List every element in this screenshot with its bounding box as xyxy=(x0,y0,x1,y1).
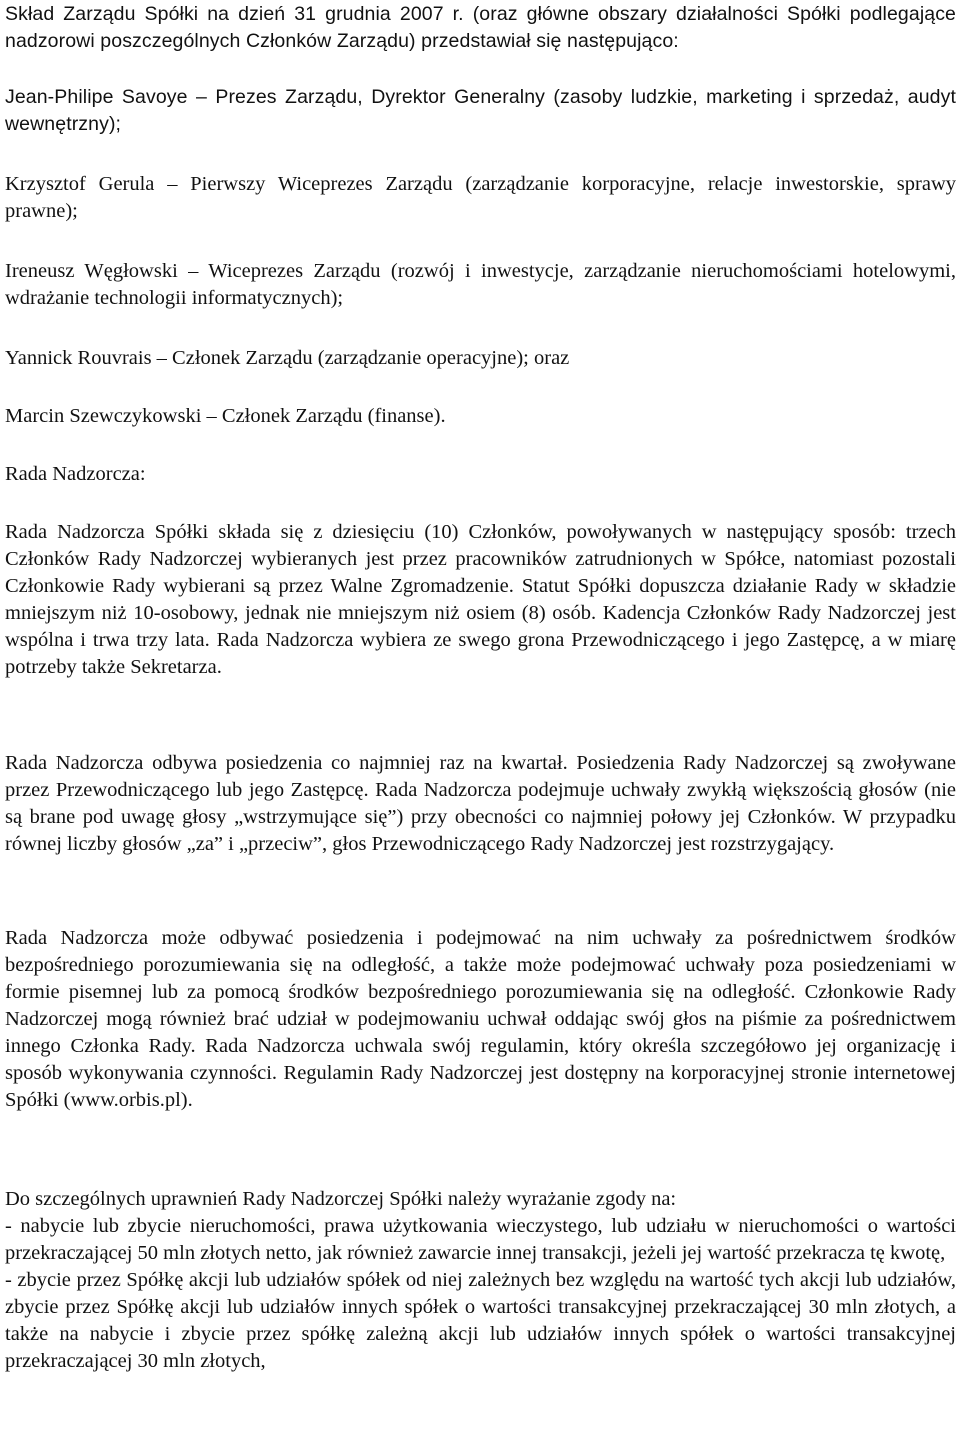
board-member-gerula: Krzysztof Gerula – Pierwszy Wiceprezes Zarządu (zarządzanie korporacyjne, relacje inwestorskie, sprawy prawne); xyxy=(5,173,956,222)
consent-section xyxy=(5,1186,956,1375)
board-member-weglowski: Ireneusz Węgłowski – Wiceprezes Zarządu (rozwój i inwestycje, zarządzanie nieruchomościami hotelowymi, wdrażanie technologii informatycznych); xyxy=(5,260,956,309)
board-member-savoye: Jean-Philipe Savoye – Prezes Zarządu, Dyrektor Generalny (zasoby ludzkie, marketing i sprzedaż, audyt wewnętrzny); xyxy=(5,86,956,135)
board-member-rouvrais: Yannick Rouvrais – Członek Zarządu (zarządzanie operacyjne); oraz xyxy=(5,347,570,369)
consent-item-real-estate: - nabycie lub zbycie nieruchomości, prawa użytkowania wieczystego, lub udziału w nieruchomości o wartości przekraczającej 50 mln złotych netto, jak również zawarcie innej transakcji, jeżeli jej wartość przekracza tę kwotę, xyxy=(5,1215,956,1264)
supervisory-board-meetings: Rada Nadzorcza odbywa posiedzenia co najmniej raz na kwartał. Posiedzenia Rady Nadzorczej są zwoływane przez Przewodniczącego lub jego Zastępcę. Rada Nadzorcza podejmuje uchwały zwykłą większością głosów (nie są brane pod uwagę głosy „wstrzymujące się”) przy obecności co najmniej połowy jej Członków. W przypadku równej liczby głosów „za” i „przeciw”, głos Przewodniczącego Rady Nadzorczej jest rozstrzygający. xyxy=(5,752,956,855)
supervisory-board-heading: Rada Nadzorcza: xyxy=(5,463,146,485)
board-member-szewczykowski: Marcin Szewczykowski – Członek Zarządu (finanse). xyxy=(5,405,446,427)
consent-item-shares: - zbycie przez Spółkę akcji lub udziałów spółek od niej zależnych bez względu na wartość tych akcji lub udziałów, zbycie przez Spółkę akcji lub udziałów innych spółek o wartości transakcyjnej przekraczającej 30 mln złotych, a także na nabycie i zbycie przez spółkę zależną akcji lub udziałów innych spółek o wartości transakcyjnej przekraczającej 30 mln złotych, xyxy=(5,1269,956,1372)
management-board-intro: Skład Zarządu Spółki na dzień 31 grudnia 2007 r. (oraz główne obszary działalności Spółki podlegające nadzorowi poszczególnych Członków Zarządu) przedstawiał się następująco: xyxy=(5,3,956,52)
supervisory-board-remote-voting: Rada Nadzorcza może odbywać posiedzenia i podejmować na nim uchwały za pośrednictwem środków bezpośredniego porozumiewania się na odległość, a także może podejmować uchwały poza posiedzeniami w formie pisemnej lub za pomocą środków bezpośredniego porozumiewania się na odległość. Członkowie Rady Nadzorczej mogą również brać udział w podejmowaniu uchwał oddając swój głos na piśmie za pośrednictwem innego Członka Rady. Rada Nadzorcza uchwala swój regulamin, który określa szczegółowo jej organizację i sposób wykonywania czynności. Regulamin Rady Nadzorczej jest dostępny na korporacyjnej stronie internetowej Spółki (www.orbis.pl). xyxy=(5,927,956,1111)
consent-intro: Do szczególnych uprawnień Rady Nadzorczej Spółki należy wyrażanie zgody na: xyxy=(5,1188,677,1210)
supervisory-board-composition: Rada Nadzorcza Spółki składa się z dziesięciu (10) Członków, powoływanych w następujący sposób: trzech Członków Rady Nadzorczej wybieranych jest przez pracowników zatrudnionych w Spółce, natomiast pozostali Członkowie Rady wybierani są przez Walne Zgromadzenie. Statut Spółki dopuszcza działanie Rady w składzie mniejszym niż 10-osobowy, jednak nie mniejszym niż osiem (8) osób. Kadencja Członków Rady Nadzorczej jest wspólna i trwa trzy lata. Rada Nadzorcza wybiera ze swego grona Przewodniczącego i jego Zastępcę, a w miarę potrzeby także Sekretarza. xyxy=(5,521,956,678)
